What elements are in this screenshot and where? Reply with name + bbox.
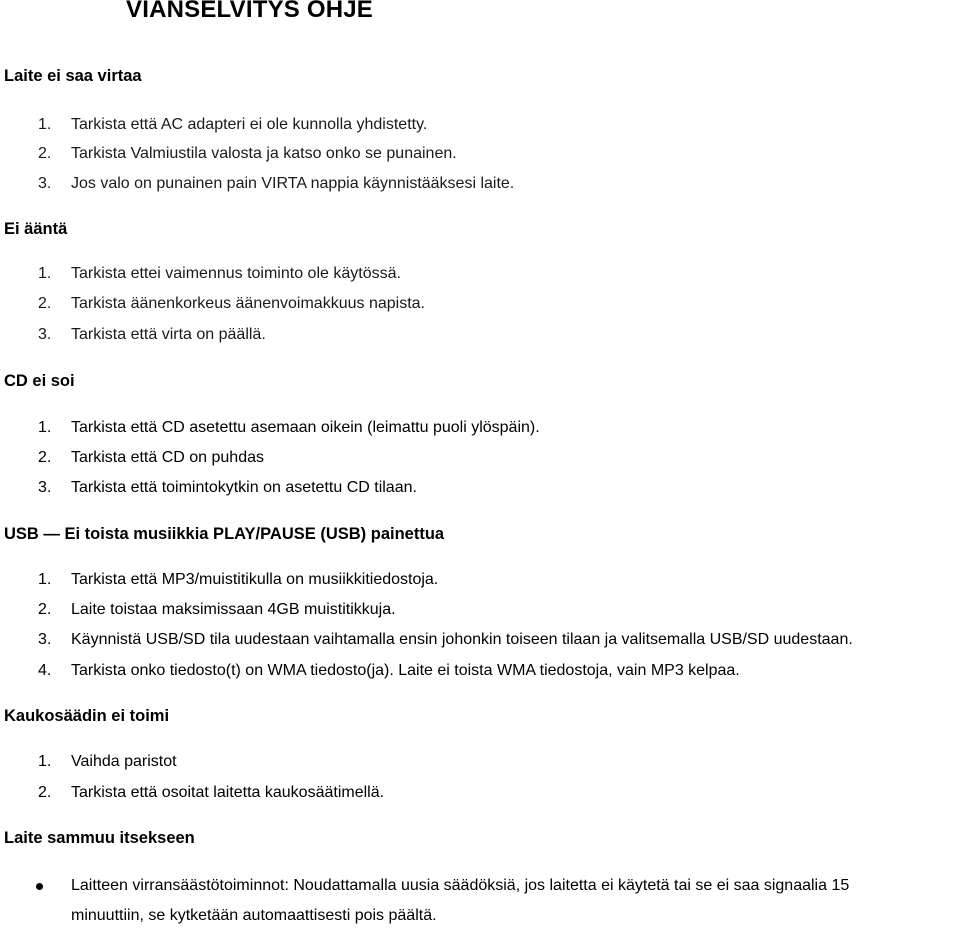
list-number: 1.: [38, 419, 52, 436]
list-item: [38, 326, 266, 344]
list-number: 3.: [38, 631, 52, 648]
list-text: Tarkista ettei vaimennus toiminto ole käytössä.: [71, 265, 401, 282]
list-item: [38, 479, 417, 497]
list-text: Tarkista että virta on päällä.: [71, 326, 266, 343]
list-number: 1.: [38, 116, 52, 133]
list-item: [38, 571, 438, 589]
list-item: [38, 662, 740, 680]
list-text: Laite toistaa maksimissaan 4GB muistitikkuja.: [71, 601, 396, 618]
list-number: 1.: [38, 265, 52, 282]
list-item: [38, 784, 384, 802]
list-item: [38, 631, 853, 649]
list-item: [38, 449, 264, 467]
bullet-dot-icon: [36, 883, 43, 890]
bullet-text-line: minuuttiin, se kytketään automaattisesti pois päältä.: [71, 907, 437, 924]
list-text: Tarkista Valmiustila valosta ja katso onko se punainen.: [71, 145, 457, 162]
list-text: Tarkista että AC adapteri ei ole kunnolla yhdistetty.: [71, 116, 428, 133]
list-number: 2.: [38, 601, 52, 618]
section-heading-no-sound: Ei ääntä: [4, 220, 68, 238]
list-text: Tarkista onko tiedosto(t) on WMA tiedosto(ja). Laite ei toista WMA tiedostoja, vain MP3 kelpaa.: [71, 662, 740, 679]
list-text: Tarkista että CD on puhdas: [71, 449, 264, 466]
section-heading-usb: USB — Ei toista musiikkia PLAY/PAUSE (USB) painettua: [4, 525, 445, 543]
list-text: Tarkista että osoitat laitetta kaukosäätimellä.: [71, 784, 385, 801]
list-text: Tarkista äänenkorkeus äänenvoimakkuus napista.: [71, 295, 425, 312]
list-text: Käynnistä USB/SD tila uudestaan vaihtamalla ensin johonkin toiseen tilaan ja valitsemalla USB/SD uudestaan.: [71, 631, 853, 648]
list-number: 1.: [38, 753, 52, 770]
section-heading-remote: Kaukosäädin ei toimi: [4, 707, 170, 725]
list-item: [38, 753, 177, 771]
list-item: [38, 175, 514, 193]
list-number: 3.: [38, 479, 52, 496]
list-number: 2.: [38, 295, 52, 312]
section-heading-auto-off: Laite sammuu itsekseen: [4, 829, 195, 847]
section-heading-no-power: Laite ei saa virtaa: [4, 67, 142, 85]
list-text: Vaihda paristot: [71, 753, 177, 770]
list-number: 4.: [38, 662, 52, 679]
list-text: Tarkista että CD asetettu asemaan oikein (leimattu puoli ylöspäin).: [71, 419, 540, 436]
section-heading-cd-not-playing: CD ei soi: [4, 372, 75, 390]
bullet-text-line: Laitteen virransäästötoiminnot: Noudattamalla uusia säädöksiä, jos laitetta ei käytetä tai se ei saa signaalia 15: [71, 877, 850, 894]
list-number: 3.: [38, 175, 52, 192]
list-number: 2.: [38, 145, 52, 162]
page-title: VIANSELVITYS OHJE: [126, 0, 374, 23]
list-item: [38, 419, 540, 437]
list-text: Tarkista että toimintokytkin on asetettu CD tilaan.: [71, 479, 417, 496]
list-item: [38, 265, 401, 283]
list-text: Jos valo on punainen pain VIRTA nappia käynnistääksesi laite.: [71, 175, 515, 192]
list-number: 1.: [38, 571, 52, 588]
bullet-text: [71, 871, 960, 931]
list-item: [38, 145, 457, 163]
list-item: [38, 295, 425, 313]
list-text: Tarkista että MP3/muistitikulla on musiikkitiedostoja.: [71, 571, 439, 588]
list-item: [38, 116, 427, 134]
list-item: [38, 601, 396, 619]
list-number: 3.: [38, 326, 52, 343]
list-number: 2.: [38, 449, 52, 466]
list-number: 2.: [38, 784, 52, 801]
